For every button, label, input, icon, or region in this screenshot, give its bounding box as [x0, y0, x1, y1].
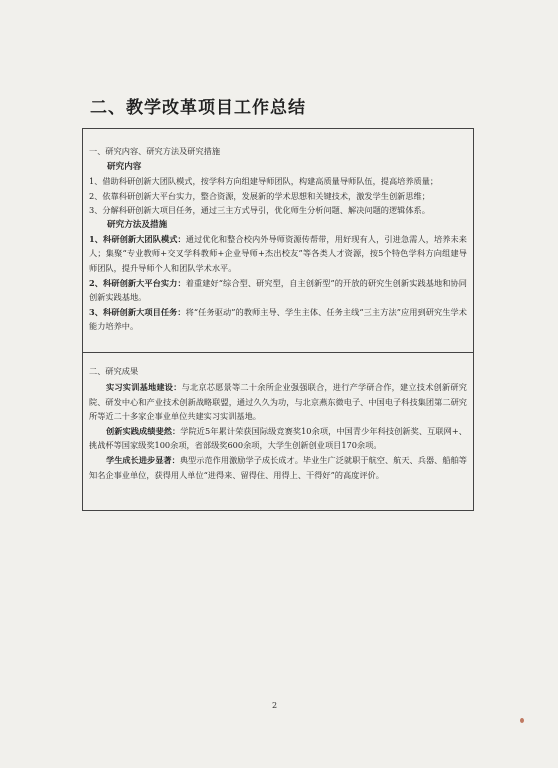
research-methods-section — [89, 144, 467, 334]
section-divider — [83, 352, 473, 353]
result-text: 学院近5年累计荣获国际级竞赛奖10余项，中国青少年科技创新奖、互联网+、挑战杯等国家级奖100余项，省部级奖600余项，大学生创新创业项目170余项。 — [89, 425, 467, 451]
content-item: 3、分解科研创新大项目任务，通过三主方式导引，优化师生分析问题、解决问题的逻辑体系。 — [89, 205, 430, 216]
method-item — [89, 232, 467, 276]
method-lead: 3、科研创新大项目任务： — [89, 306, 186, 317]
method-lead: 1、科研创新大团队模式： — [89, 233, 186, 244]
research-results-section — [89, 364, 467, 482]
result-item — [89, 424, 467, 453]
method-item — [89, 276, 467, 305]
result-text: 典型示范作用激励学子成长成才。毕业生广泛就职于航空、航天、兵器、船舶等知名企事业单位，获得用人单位“进得来、留得住、用得上、干得好”的高度评价。 — [89, 454, 467, 480]
method-lead: 2、科研创新大平台实力： — [89, 277, 186, 288]
method-text: 将“任务驱动”的教师主导、学生主体、任务主线“三主方法”应用到研究生学术能力培养中。 — [89, 306, 467, 332]
summary-table — [82, 128, 474, 511]
result-lead: 创新实践成绩斐然： — [106, 425, 181, 436]
section1-title: 一、研究内容、研究方法及研究措施 — [89, 146, 221, 156]
result-lead: 实习实训基地建设： — [106, 382, 182, 392]
research-content-heading: 研究内容 — [107, 162, 142, 172]
method-text: 通过优化和整合校内外导师资源传帮带，用好现有人，引进急需人，培养未来人；集聚“专业教师+交叉学科教师+企业导师+杰出校友”等各类人才资源，按5个特色学科方向组建导师团队，提升导师个人和团队学术水平。 — [89, 233, 467, 273]
result-item — [89, 453, 467, 482]
section2-title: 二、研究成果 — [89, 366, 139, 376]
result-lead: 学生成长进步显著： — [106, 454, 180, 465]
section-heading: 二、教学改革项目工作总结 — [90, 98, 306, 118]
result-item — [89, 380, 467, 424]
methods-heading: 研究方法及措施 — [107, 219, 168, 230]
content-item: 1、借助科研创新大团队模式，按学科方向组建导师团队，构建高质量导师队伍，提高培养质量； — [89, 176, 439, 186]
method-text: 着重建好“综合型、研究型，自主创新型”的开放的研究生创新实践基地和协同创新实践基地。 — [89, 277, 467, 303]
method-item — [89, 305, 467, 334]
page-number: 2 — [272, 701, 278, 710]
content-item: 2、依靠科研创新大平台实力，整合资源，发展新的学术思想和关键技术，激发学生创新思维； — [89, 190, 430, 201]
paper-stain — [520, 718, 524, 723]
result-text: 与北京芯愿景等二十余所企业强强联合，进行产学研合作，建立技术创新研究院、研发中心和产业技术创新战略联盟，通过久久为功，与北京燕东微电子、中国电子科技集团第二研究所等近二十多家企事业单位共建实习实训基地。 — [89, 382, 467, 422]
